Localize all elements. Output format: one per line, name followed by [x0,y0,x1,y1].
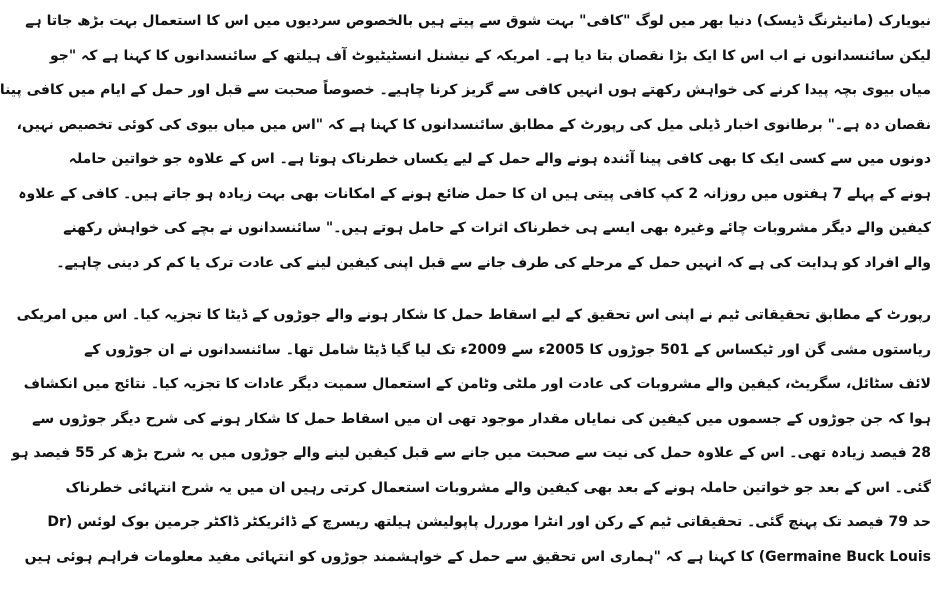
article-paragraph-2 [11,298,931,574]
paragraph-line: لیکن سائنسدانوں نے اب اس کا ایک بڑا نقصان بتا دیا ہے۔ امریکہ کے نیشنل انسٹیٹیوٹ آف ہیلتھ کے سائنسدانوں کا کہنا ہے کہ "جو [49,47,931,64]
paragraph-line: نیویارک (مانیٹرنگ ڈیسک) دنیا بھر میں لوگ "کافی" بہت شوق سے پیتے ہیں بالخصوص سردیوں میں اس کا استعمال بہت بڑھ جاتا ہے [25,13,931,29]
paragraph-line: میاں بیوی بچہ پیدا کرنے کی خواہش رکھتے ہوں انہیں کافی سے گریز کرنا چاہیے۔ خصوصاً صحبت سے قبل اور حمل کے ایام میں کافی پینا [0,82,931,98]
paragraph-line: لائف سٹائل، سگریٹ، کیفین والے مشروبات کی عادت اور ملٹی وٹامن کے استعمال سمیت دیگر عادات کا تجزیہ کیا۔ نتائج میں انکشاف [23,376,931,392]
paragraph-line: حد 79 فیصد تک پہنچ گئی۔ تحقیقاتی ٹیم کے رکن اور انٹرا موررل پاپولیشن ہیلتھ ریسرچ کے ڈائریکٹر ڈاکٹر جرمین بوک لوئس (Dr [47,514,931,530]
paragraph-line: گئی۔ اس کے بعد جو خواتین حاملہ ہونے کے بعد بھی کیفین والے مشروبات استعمال کرتی رہیں ان میں یہ شرح انتہائی خطرناک [65,479,931,496]
paragraph-line: Germaine Buck Louis) کا کہنا ہے کہ "ہماری اس تحقیق سے حمل کے خواہشمند جوڑوں کو انتہائی مفید معلومات فراہم ہوئی ہیں [24,548,931,565]
paragraph-line: رپورٹ کے مطابق تحقیقاتی ٹیم نے اپنی اس تحقیق کے لیے اسقاط حمل کا شکار ہونے والے جوڑوں کے ڈیٹا کا تجزیہ کیا۔ اس میں امریکی [16,307,931,323]
paragraph-line: ہوا کہ جن جوڑوں کے جسموں میں کیفین کی نمایاں مقدار موجود تھی ان میں اسقاط حمل کا شکار ہونے کی شرح دیگر جوڑوں سے [32,410,931,427]
paragraph-line: ہونے کے پہلے 7 ہفتوں میں روزانہ 2 کپ کافی پیتی ہیں ان کا حمل ضائع ہونے کے امکانات بھی بہت زیادہ ہو جاتے ہیں۔ کافی کے علاوہ [18,185,931,202]
paragraph-line: کیفین والے دیگر مشروبات چائے وغیرہ بھی ایسے ہی خطرناک اثرات کے حامل ہوتے ہیں۔" سائنسدانوں نے بچے کی خواہش رکھنے [63,220,931,236]
paragraph-line: والے افراد کو ہدایت کی ہے کہ انہیں حمل کے مرحلے کی طرف جانے سے قبل اپنی کیفین لینے کی عادت ترک یا کم کر دینی چاہیے۔ [56,254,931,271]
paragraph-line: 28 فیصد زیادہ تھی۔ اس کے علاوہ حمل کی نیت سے صحبت میں جانے سے قبل کیفین لینے والے جوڑوں میں یہ شرح بڑھ کر 55 فیصد ہو [11,445,931,461]
article-paragraph-1 [0,4,931,280]
paragraph-line: دونوں میں سے کسی ایک کا بھی کافی پینا آئندہ ہونے والے حمل کے لیے یکساں خطرناک ہوتا ہے۔ اس کے علاوہ جو خواتین حاملہ [68,151,931,167]
paragraph-line: ریاستوں مشی گن اور ٹیکساس کے 501 جوڑوں کا 2005ء سے 2009ء تک لیا گیا ڈیٹا شامل تھا۔ سائنسدانوں نے ان جوڑوں کے [84,341,931,358]
paragraph-line: نقصان دہ ہے۔" برطانوی اخبار ڈیلی میل کی رپورٹ کے مطابق سائنسدانوں کا کہنا ہے کہ "اس میں میاں بیوی کی کوئی تخصیص نہیں، [16,116,931,133]
